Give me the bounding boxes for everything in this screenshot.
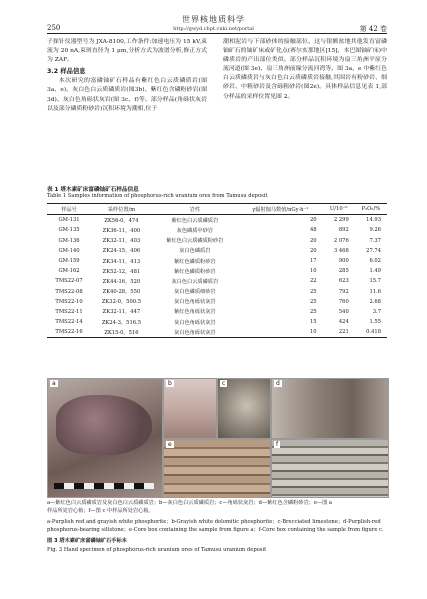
cell-location: ZK32-11，403 — [102, 238, 141, 245]
table-row — [47, 297, 387, 307]
panel-label: e — [168, 441, 172, 448]
cell-gamma: 20 — [309, 237, 317, 244]
col-header-location: 采样位置/m — [91, 204, 152, 215]
cell-uranium: 540 — [338, 308, 349, 315]
cell-location: ZK24-15，406 — [102, 248, 141, 255]
table-row — [47, 287, 387, 297]
cell-sample-id: GM-162 — [58, 268, 80, 275]
cell-lithology: 紫红色磷质粉砂岩 — [174, 258, 216, 265]
cell-sample-id: TMS22-16 — [47, 327, 91, 338]
photo-panel-f — [271, 439, 389, 498]
cell-gamma: 25 — [309, 308, 317, 315]
cell-lithology: 灰白色磷质细砂岩 — [174, 289, 216, 296]
col-header-uranium: U/10⁻⁶ — [323, 204, 355, 215]
cell-gamma: 20 — [309, 247, 317, 254]
cell-uranium: 900 — [338, 258, 349, 265]
volume-label: 第 42 卷 — [359, 25, 387, 33]
cell-location: ZK32-11，447 — [102, 309, 141, 316]
panel-label: c — [222, 380, 226, 387]
cell-location: ZK40-28，550 — [102, 289, 141, 296]
cell-uranium: 892 — [338, 227, 349, 234]
panel-label: d — [276, 380, 280, 387]
panel-label: f — [276, 441, 279, 448]
cell-gamma: 22 — [309, 278, 317, 285]
journal-url[interactable]: http://gwyd.cbpt.cnki.net/portal — [173, 26, 254, 32]
cell-location: ZK24-3，516.5 — [101, 319, 142, 326]
cell-location: ZK44-16，520 — [102, 278, 141, 285]
cell-p2o5: 7.37 — [369, 237, 381, 244]
cell-p2o5: 1.49 — [369, 268, 381, 275]
cell-uranium: 221 — [323, 327, 355, 338]
cell-uranium: 285 — [338, 268, 349, 275]
page-number: 250 — [47, 24, 61, 32]
cell-p2o5: 6.02 — [369, 258, 381, 265]
figure-caption-en: phosphorus-bearing siltstone；e-Core box containing the sample from figure a；f-Core box containing the sample from figure c. — [47, 527, 384, 533]
table-row — [47, 236, 387, 246]
figure-caption-en: a-Purplish red and grayish white phosphorite；b-Grayish white dolomitic phosphorite；c-Brecciated limestone；d-Purplish-red — [47, 519, 381, 525]
cell-gamma: 10 — [309, 268, 317, 275]
photo-panel-e — [163, 439, 271, 498]
right-column — [223, 38, 387, 102]
cell-location: ZK56-0，474 — [104, 217, 139, 224]
table-row — [47, 276, 387, 286]
cell-p2o5: 27.74 — [366, 247, 381, 254]
cell-lithology: 紫红色白云质磷质岩 — [171, 217, 219, 224]
cell-location: ZK34-11，413 — [102, 258, 141, 265]
panel-label: a — [52, 380, 56, 387]
cell-uranium: 792 — [338, 288, 349, 295]
cell-sample-id: TMS22-14 — [55, 319, 83, 326]
figure-panels — [47, 378, 387, 496]
photo-panel-d — [271, 378, 389, 439]
cell-gamma: 10 — [238, 327, 323, 338]
cell-location: ZK36-11，400 — [102, 227, 141, 234]
cell-gamma: 15 — [309, 319, 317, 326]
cell-sample-id: TMS22-10 — [55, 298, 83, 305]
table-title-en: Table 1 Samples information of phosphorus-rich uranium ores from Tamusu deposit — [47, 193, 268, 199]
body-paragraph: 本次研究的富磷铀矿石样品有紫红色白云质磷质岩(图 3a、e)、灰白色白云质磷质岩(图3b)、紫红色含磷粉砂岩(图3d)、灰白色角砾状灰岩(图 3c、f)等。部分样品(角砾状灰岩以及部分磷质粉砂岩)沉积环境为潮相,位于 — [47, 78, 207, 112]
col-header-gamma: γ辐射伽马数值/nGy·h⁻¹ — [238, 204, 323, 215]
body-paragraph: 潮相泥岩与下部砂体的接触部位。这与银额盆地其他发育富磷铀矿石的铀矿床或矿化点(赛尔亥那地区[15]、本巴图铀矿床)中磷质岩的产出部位类似。部分样品沉积环境为扇三角洲平原分流河道(图 3e)、扇三角洲前缘分流河湾等。图 3a、e 中紫红色白云质磷质岩与灰白色白云质磷质岩接触,其围岩有粉砂岩、细砂岩、中粗砂岩及含砾粗砂岩(图2e)。具体样品信息见表 1,部分样品的采样位置见图 2。 — [223, 39, 387, 100]
table-row — [47, 246, 387, 256]
cell-p2o5: 0.418 — [355, 327, 387, 338]
cell-gamma: 25 — [309, 298, 317, 305]
figure-title-en: Fig. 3 Hand specimen of phosphorus-rich uranium ores of Tamusu uranium deposit — [47, 547, 267, 553]
left-column — [47, 38, 207, 114]
cell-p2o5: 11.6 — [369, 288, 381, 295]
table-row — [47, 215, 387, 226]
cell-lithology: 灰色磷质中砂岩 — [176, 227, 213, 234]
cell-sample-id: TMS22-11 — [55, 308, 83, 315]
table-row — [47, 225, 387, 235]
cell-p2o5: 2.68 — [369, 298, 381, 305]
cell-lithology: 紫红色白云质磷质粉砂岩 — [166, 238, 224, 245]
cell-lithology: 灰白色磷质岩 — [179, 248, 211, 255]
cell-location: ZK15-0，516 — [91, 327, 152, 338]
cell-gamma: 25 — [309, 288, 317, 295]
journal-title: 世界核地质科学 — [182, 15, 245, 24]
photo-panel-b — [163, 378, 217, 439]
photo-panel-c — [217, 378, 271, 439]
panel-label: b — [168, 380, 172, 387]
section-heading: 3.2 样品信息 — [47, 68, 86, 76]
col-header-sample-id: 样品号 — [47, 204, 91, 215]
cell-lithology: 灰白色白云质磷质岩 — [171, 278, 219, 285]
rock-specimen — [56, 395, 152, 455]
cell-sample-id: GM-140 — [58, 247, 80, 254]
cell-uranium: 424 — [338, 319, 349, 326]
cell-p2o5: 15.7 — [369, 278, 381, 285]
table-row — [47, 327, 387, 338]
cell-lithology: 紫红色磷质粉砂岩 — [174, 268, 216, 275]
cell-sample-id: TMS22-08 — [55, 288, 83, 295]
figure-caption-cn: a—紫红色白云质磷质岩及灰白色白云质磷质岩；b—灰白色白云质磷质岩；c—角砾状灰岩；d—紫红色含磷粉砂岩；e—图 a — [47, 500, 333, 506]
cell-p2o5: 1.55 — [369, 319, 381, 326]
cell-sample-id: GM-136 — [58, 237, 80, 244]
figure-title-cn: 图 3 塔木素矿床富磷铀矿石手标本 — [47, 538, 127, 544]
cell-gamma: 17 — [309, 258, 317, 265]
table-row — [47, 307, 387, 317]
scale-bar — [54, 483, 154, 489]
cell-sample-id: TMS22-07 — [55, 278, 83, 285]
cell-p2o5: 14.93 — [366, 217, 381, 224]
col-header-lithology: 岩性 — [152, 204, 238, 215]
body-paragraph: 子探针仪器型号为 JXA-8100,工作条件:加速电压为 15 kV,束流为 20 nA,束斑直径为 1 μm,分析方式为波谱分析,修正方式为 ZAF。 — [47, 39, 207, 64]
cell-sample-id: GM-135 — [58, 227, 80, 234]
figure-caption-cn: 样品所处岩心箱；f—图 c 中样品所处岩心箱。 — [47, 508, 154, 514]
cell-lithology: 灰白色角砾状灰岩 — [174, 299, 216, 306]
header-rule — [47, 33, 387, 34]
cell-uranium: 2 299 — [333, 217, 349, 224]
cell-lithology: 灰白色角砾状灰岩 — [152, 327, 238, 338]
cell-gamma: 20 — [309, 217, 317, 224]
col-header-p2o5: P₂O₅/% — [355, 204, 387, 215]
cell-lithology: 紫红色角砾状灰岩 — [174, 309, 216, 316]
table-title-cn: 表 1 塔木素矿床富磷铀矿石样品信息 — [47, 187, 139, 193]
cell-gamma: 48 — [309, 227, 317, 234]
cell-uranium: 760 — [338, 298, 349, 305]
cell-location: ZK52-12，481 — [102, 268, 141, 275]
table-header-row — [47, 204, 387, 215]
cell-lithology: 灰白色角砾状灰岩 — [174, 319, 216, 326]
cell-uranium: 623 — [338, 278, 349, 285]
photo-panel-a — [47, 378, 163, 498]
table-row — [47, 266, 387, 276]
samples-table — [47, 203, 387, 338]
cell-sample-id: GM-131 — [58, 217, 80, 224]
cell-uranium: 2 076 — [333, 237, 349, 244]
cell-uranium: 3 468 — [333, 247, 349, 254]
cell-location: ZK32-0，500.5 — [101, 299, 142, 306]
cell-sample-id: GM-159 — [58, 258, 80, 265]
cell-p2o5: 3.7 — [372, 308, 381, 315]
cell-p2o5: 9.26 — [369, 227, 381, 234]
table-row — [47, 317, 387, 327]
table-row — [47, 256, 387, 266]
